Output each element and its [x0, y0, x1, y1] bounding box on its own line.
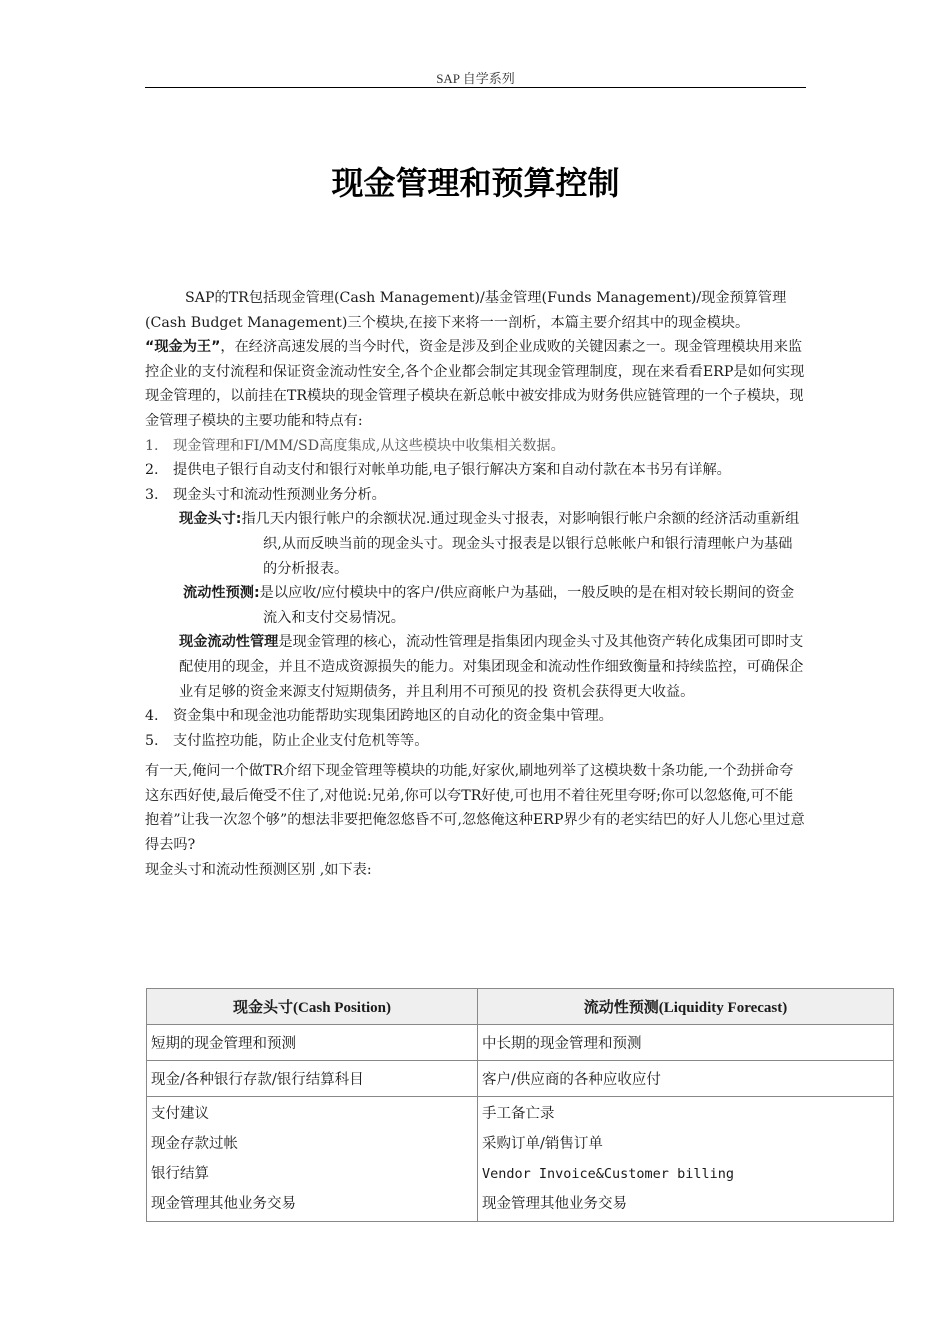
- list-text: 现金头寸和流动性预测业务分析。: [173, 486, 386, 503]
- page-header: SAP 自学系列: [436, 71, 515, 86]
- list-text: 提供电子银行自动支付和银行对帐单功能,电子银行解决方案和自动付款在本书另有详解。: [173, 462, 731, 479]
- table-row: [147, 1097, 894, 1222]
- story-paragraph: 有一天,俺问一个做TR介绍下现金管理等模块的功能,好家伙,刷地列举了这模块数十条功能,一个劲拼命夸这东西好使,最后俺受不住了,对他说:兄弟,你可以夸TR好使,可也用不着往死里夸呀;你可以忽悠俺,可不能抱着”让我一次忽个够”的想法非要把俺忽悠昏不可,忽悠俺这种ERP界少有的老实结巴的好人儿您心里过意得去吗?: [145, 763, 805, 854]
- list-text: 现金管理和FI/MM/SD高度集成,从这些模块中收集相关数据。: [173, 437, 565, 454]
- list-item: [145, 729, 806, 754]
- comparison-table: [146, 988, 894, 1222]
- liquidity-management-paragraph: [145, 630, 806, 704]
- list-text: 支付监控功能，防止企业支付危机等等。: [173, 732, 429, 749]
- table-header-liquidity-forecast: 流动性预测(Liquidity Forecast): [478, 989, 894, 1025]
- cash-position-definition: [145, 507, 806, 581]
- cell-line: 现金管理其他业务交易: [151, 1196, 296, 1212]
- cell-line: 现金存款过帐: [151, 1136, 238, 1152]
- list-number: 3.: [145, 486, 159, 503]
- list-text: 资金集中和现金池功能帮助实现集团跨地区的自动化的资金集中管理。: [173, 708, 613, 725]
- intro-paragraph: SAP的TR包括现金管理(Cash Management)/基金管理(Funds Management)/现金预算管理(Cash Budget Management)三个模块,在接下来将一一剖析，本篇主要介绍其中的现金模块。: [145, 290, 787, 331]
- table-cell: 中长期的现金管理和预测: [478, 1025, 894, 1061]
- liquidity-management-text: 是现金管理的核心，流动性管理是指集团内现金头寸及其他资产转化成集团可即时支配使用的现金，并且不造成资源损失的能力。对集团现金和流动性作细致衡量和持续监控，可确保企业有足够的资金来源支付短期债务，并且利用不可预见的投 资机会获得更大收益。: [179, 634, 804, 700]
- document-title: 现金管理和预算控制: [331, 164, 620, 202]
- liquidity-management-term: 现金流动性管理: [179, 634, 279, 651]
- table-cell: [478, 1097, 894, 1222]
- list-item: [145, 483, 806, 508]
- cash-position-text: 指几天内银行帐户的余额状况.通过现金头寸报表，对影响银行帐户余额的经济活动重新组织,从而反映当前的现金头寸。现金头寸报表是以银行总帐帐户和银行清理帐户为基础的分析报表。: [241, 511, 800, 577]
- list-number: 2.: [145, 462, 159, 479]
- liquidity-forecast-term: 流动性预测:: [183, 585, 260, 602]
- table-header-row: [147, 989, 894, 1025]
- cell-line: 支付建议: [151, 1106, 209, 1122]
- cash-is-king-paragraph: [145, 335, 806, 433]
- list-number: 1.: [145, 437, 159, 454]
- liquidity-forecast-definition: [145, 581, 806, 630]
- document-body: [145, 286, 806, 882]
- table-row: [147, 1061, 894, 1097]
- cash-position-term: 现金头寸:: [179, 511, 242, 528]
- cell-line: 采购订单/销售订单: [482, 1136, 603, 1152]
- list-item: [145, 434, 806, 459]
- cell-line: 手工备亡录: [482, 1106, 555, 1122]
- cell-line: 现金管理其他业务交易: [482, 1196, 627, 1212]
- list-number: 5.: [145, 732, 159, 749]
- table-cell: 短期的现金管理和预测: [147, 1025, 478, 1061]
- cash-is-king-term: “现金为王”: [145, 339, 221, 356]
- table-row: [147, 1025, 894, 1061]
- cell-line: 银行结算: [151, 1166, 209, 1182]
- table-intro: 现金头寸和流动性预测区别 ,如下表:: [145, 861, 372, 878]
- table-header-cash-position: 现金头寸(Cash Position): [147, 989, 478, 1025]
- list-item: [145, 704, 806, 729]
- header-rule: [145, 87, 806, 88]
- table-cell: [147, 1097, 478, 1222]
- cash-is-king-text: ，在经济高速发展的当今时代，资金是涉及到企业成败的关键因素之一。现金管理模块用来监控企业的支付流程和保证资金流动性安全,各个企业都会制定其现金管理制度，现在来看看ERP是如何实现现金管理的，以前挂在TR模块的现金管理子模块在新总帐中被安排成为财务供应链管理的一个子模块，现金管理子模块的主要功能和特点有:: [145, 339, 805, 429]
- table-cell: 客户/供应商的各种应收应付: [478, 1061, 894, 1097]
- cell-line: Vendor Invoice&Customer billing: [482, 1166, 734, 1182]
- table-cell: 现金/各种银行存款/银行结算科目: [147, 1061, 478, 1097]
- liquidity-forecast-text: 是以应收/应付模块中的客户/供应商帐户为基础，一般反映的是在相对较长期间的资金流入和支付交易情况。: [259, 585, 795, 626]
- list-item: [145, 458, 806, 483]
- list-number: 4.: [145, 708, 159, 725]
